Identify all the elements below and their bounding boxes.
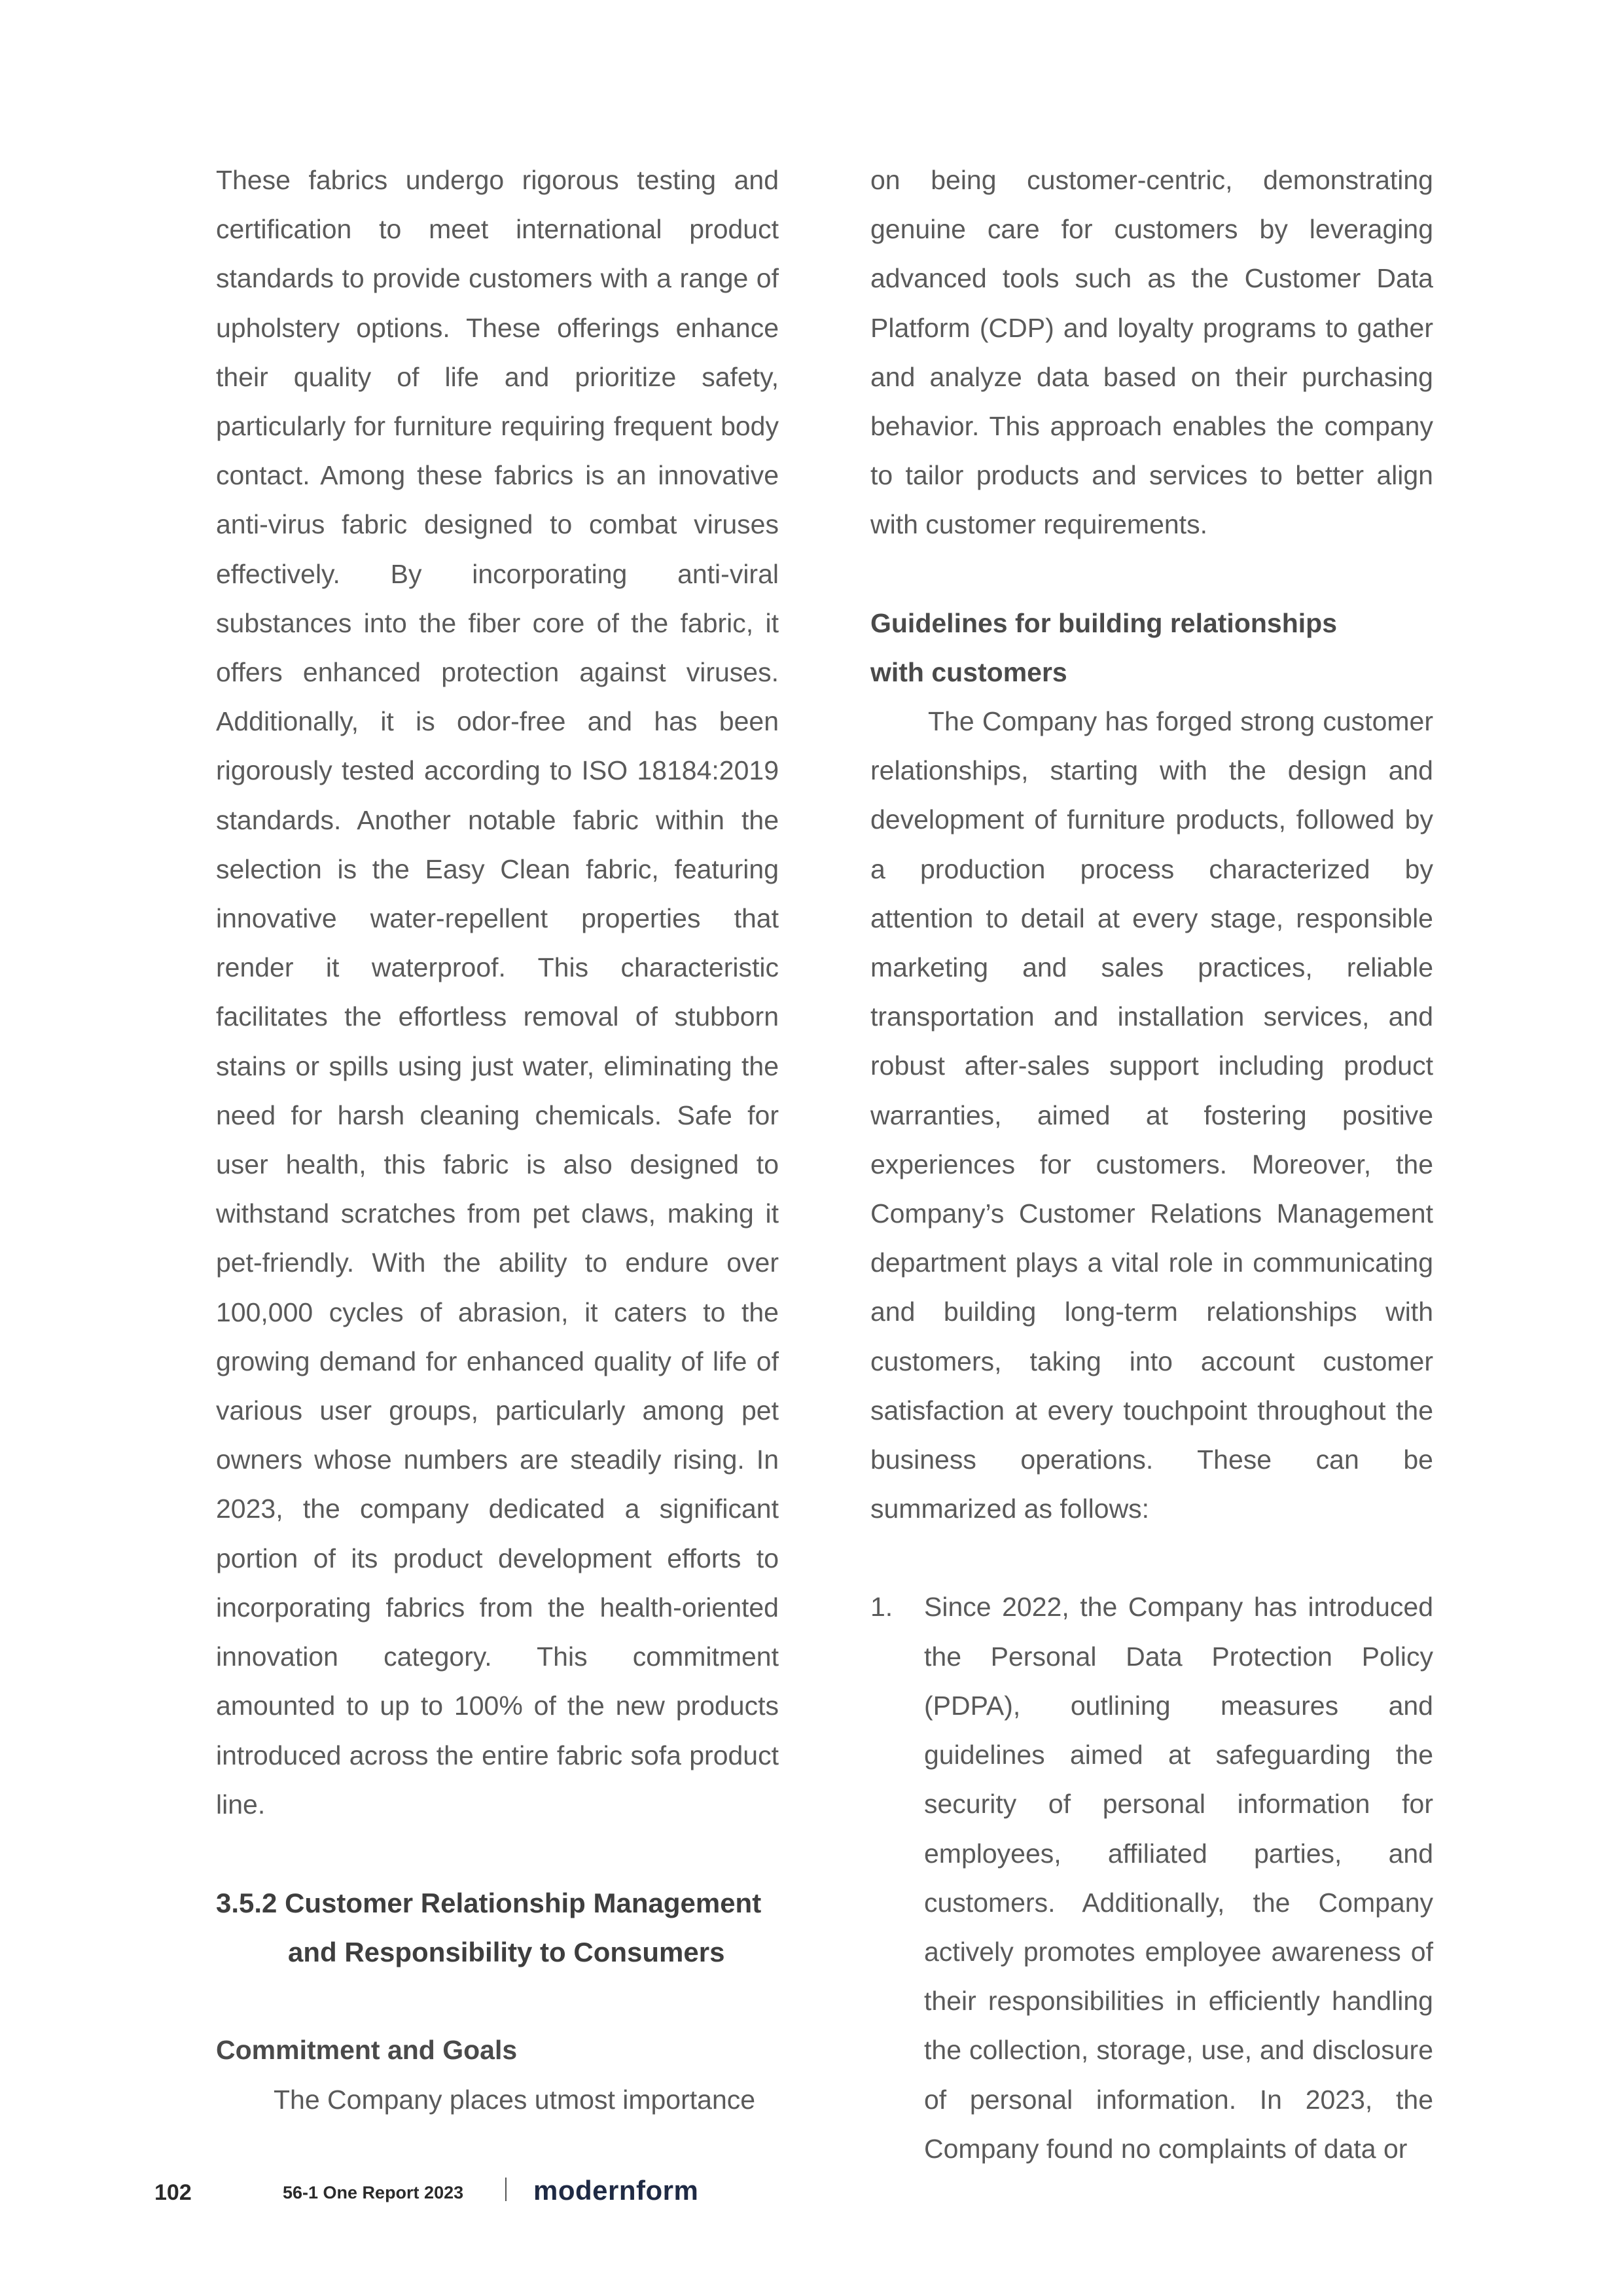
sub-heading-line1: Guidelines for building relationships [870, 607, 1337, 638]
page-footer [0, 2176, 1623, 2215]
body-paragraph: on being customer-centric, demonstrating genuine care for customers by leveraging advanced tools such as the Customer Data Platform (CDP) and loyalty programs to gather and analyze data based on their purchasing behavior. This approach enables the company to tailor products and services to better align with customer requirements. [870, 165, 1433, 540]
spacer [216, 1829, 779, 1878]
sub-heading-line2: with customers [870, 656, 1067, 687]
sub-heading: Commitment and Goals [216, 2035, 518, 2066]
body-paragraph: These fabrics undergo rigorous testing and certification to meet international product standards to provide customers with a range of upholstery options. These offerings enhance their quality of life and prioritize safety, particularly for furniture requiring frequent body contact. Among these fabrics is an innovative anti-virus fabric designed to combat viruses effectively. By incorporating anti-viral substances into the fiber core of the fabric, it offers enhanced protection against viruses. Additionally, it is odor-free and has been rigorously tested according to ISO 18184:2019 standards. Another notable fabric within the selection is the Easy Clean fabric, featuring innovative water-repellent properties that render it waterproof. This characteristic facilitates the effortless removal of stubborn stains or spills using just water, eliminating the need for harsh cleaning chemicals. Safe for user health, this fabric is also designed to withstand scratches from pet claws, making it pet-friendly. With the ability to endure over 100,000 cycles of abrasion, it caters to the growing demand for enhanced quality of life of various user groups, particularly among pet owners whose numbers are steadily rising. In 2023, the company dedicated a significant portion of its product development efforts to incorporating fabrics from the health-oriented innovation category. This commitment amounted to up to 100% of the new products introduced across the entire fabric sofa product line. [216, 165, 779, 1820]
right-column [870, 156, 1433, 2174]
left-column [216, 156, 779, 2125]
section-heading-line2: and Responsibility to Consumers [288, 1937, 725, 1968]
spacer [870, 1534, 1433, 1583]
list-item [870, 1583, 1433, 2173]
brand-logo: modernform [533, 2175, 699, 2206]
spacer [870, 550, 1433, 599]
section-heading-line1: 3.5.2 Customer Relationship Management [216, 1887, 762, 1918]
list-item-number: 1. [870, 1592, 893, 1623]
list-item-text: Since 2022, the Company has introduced the Personal Data Protection Policy (PDPA), outlining measures and guidelines aimed at safeguarding the security of personal information for employees, affiliated parties, and customers. Additionally, the Company actively promotes employee awareness of their responsibilities in efficiently handling the collection, storage, use, and disclosure of personal information. In 2023, the Company found no complaints of data or [924, 1592, 1433, 2164]
footer-divider [505, 2178, 507, 2201]
report-label: 56-1 One Report 2023 [283, 2183, 464, 2202]
spacer [216, 1977, 779, 2026]
sub-heading [870, 599, 1433, 697]
body-paragraph: The Company has forged strong customer relationships, starting with the design and development of furniture products, followed by a production process characterized by attention to detail at every stage, responsible marketing and sales practices, reliable transportation and installation services, and robust after-sales support including product warranties, aimed at fostering positive experiences for customers. Moreover, the Company’s Customer Relations Management department plays a vital role in communicating and building long-term relationships with customers, taking into account customer satisfaction at every touchpoint throughout the business operations. These can be summarized as follows: [870, 706, 1433, 1524]
body-paragraph: The Company places utmost importance [274, 2084, 756, 2115]
section-heading [216, 1878, 779, 1977]
page-number: 102 [154, 2180, 192, 2205]
